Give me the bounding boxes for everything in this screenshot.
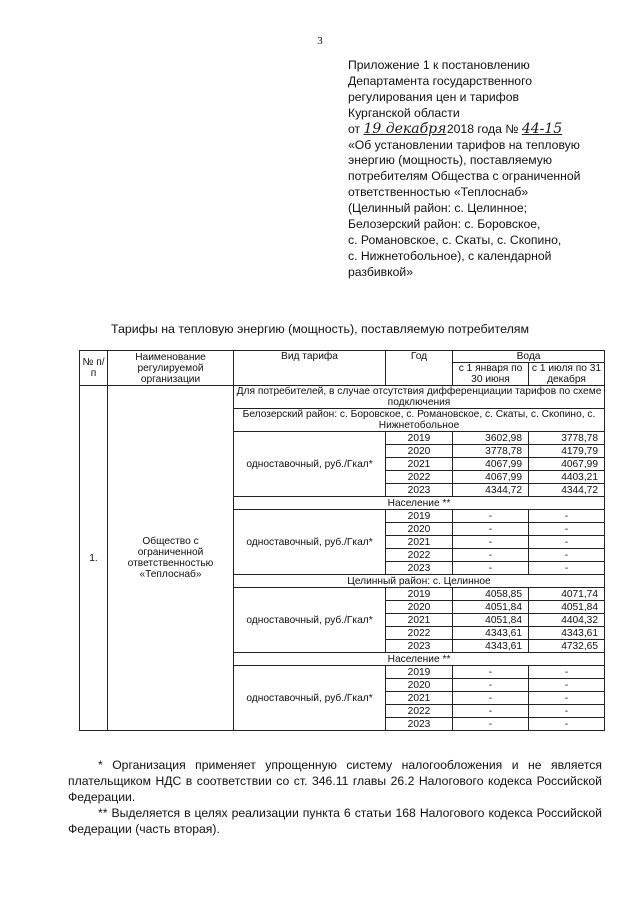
tariff-h1-cell: - (453, 549, 529, 562)
tariff-h2-cell: - (529, 536, 605, 549)
note-row (80, 386, 605, 409)
year-cell: 2022 (386, 705, 453, 718)
year-cell: 2023 (386, 640, 453, 653)
tariff-h2-cell: - (529, 549, 605, 562)
tariff-h2-cell: 4051,84 (529, 601, 605, 614)
tariff-h1-cell: 4067,99 (453, 471, 529, 484)
tariff-h2-cell: - (529, 718, 605, 731)
tariff-h1-cell: 3778,78 (453, 445, 529, 458)
header-year: Год (386, 351, 453, 386)
header-water: Вода (453, 351, 605, 363)
year-cell: 2020 (386, 679, 453, 692)
tariff-h2-cell: - (529, 666, 605, 679)
appendix-line: Курганской области (348, 105, 460, 120)
appendix-header (348, 58, 610, 281)
tariff-table (79, 350, 605, 731)
tariff-h1-cell: 4344,72 (453, 484, 529, 497)
tariff-h1-cell: 3602,98 (453, 432, 529, 445)
year-cell: 2021 (386, 614, 453, 627)
tariff-type-label: одноставочный, руб./Гкал* (234, 588, 386, 653)
tariff-h2-cell: 4344,72 (529, 484, 605, 497)
footnotes (68, 757, 602, 837)
organization-name: Общество с ограниченной ответственностью «Теплоснаб» (108, 386, 234, 731)
footnote-vat: * Организация применяет упрощенную систему налогообложения и не является плательщиком НДС в соответствии со ст. 346.11 главы 26.2 Налогового кодекса Российской Федерации. (68, 758, 602, 804)
decree-title-line: «Об установлении тарифов на тепловую (348, 137, 580, 152)
date-suffix: 2018 года № (446, 121, 519, 136)
tariff-h1-cell: 4067,99 (453, 458, 529, 471)
handwritten-number: 44-15 (521, 120, 563, 137)
tariff-h1-cell: - (453, 705, 529, 718)
year-cell: 2022 (386, 627, 453, 640)
tariff-h2-cell: - (529, 510, 605, 523)
population-label: Население ** (234, 497, 605, 510)
header-org: Наименование регулируемой организации (108, 351, 234, 386)
date-prefix: от (348, 121, 361, 136)
year-cell: 2019 (386, 510, 453, 523)
decree-title-line: с. Романовское, с. Скаты, с. Скопино, (348, 232, 562, 247)
year-cell: 2019 (386, 666, 453, 679)
tariff-h2-cell: - (529, 692, 605, 705)
year-cell: 2019 (386, 588, 453, 601)
appendix-line: Приложение 1 к постановлению (348, 58, 530, 72)
tariff-h1-cell: - (453, 523, 529, 536)
tariff-h1-cell: 4343,61 (453, 627, 529, 640)
tariff-h1-cell: 4051,84 (453, 614, 529, 627)
header-period-h2: с 1 июля по 31 декабря (529, 363, 605, 386)
footnote-population: ** Выделяется в целях реализации пункта 6 статьи 168 Налогового кодекса Российской Федерации (часть вторая). (68, 806, 602, 836)
tariff-h2-cell: - (529, 705, 605, 718)
table-title: Тарифы на тепловую энергию (мощность), поставляемую потребителям (110, 322, 530, 336)
tariff-h2-cell: 4403,21 (529, 471, 605, 484)
header-num: № п/п (80, 351, 108, 386)
year-cell: 2023 (386, 718, 453, 731)
row-number: 1. (80, 386, 108, 731)
decree-title-line: разбивкой» (348, 264, 413, 279)
tariff-h2-cell: 4732,65 (529, 640, 605, 653)
all-consumers-note: Для потребителей, в случае отсутствия дифференциации тарифов по схеме подключения (234, 386, 605, 409)
year-cell: 2021 (386, 536, 453, 549)
decree-date-line (348, 122, 610, 138)
decree-title-line: потребителям Общества с ограниченной (348, 169, 581, 184)
year-cell: 2019 (386, 432, 453, 445)
tariff-h1-cell: - (453, 536, 529, 549)
year-cell: 2021 (386, 692, 453, 705)
population-tariff-type-label: одноставочный, руб./Гкал* (234, 666, 386, 731)
tariff-h2-cell: - (529, 523, 605, 536)
year-cell: 2022 (386, 471, 453, 484)
tariff-h1-cell: 4343,61 (453, 640, 529, 653)
header-tariff-type: Вид тарифа (234, 351, 386, 386)
tariff-h1-cell: - (453, 718, 529, 731)
tariff-h1-cell: 4058,85 (453, 588, 529, 601)
tariff-h1-cell: - (453, 679, 529, 692)
tariff-h2-cell: 4067,99 (529, 458, 605, 471)
district-label: Целинный район: с. Целинное (234, 575, 605, 588)
year-cell: 2023 (386, 484, 453, 497)
page-number: 3 (317, 35, 323, 47)
decree-title-line: ответственностью «Теплоснаб» (348, 185, 529, 200)
tariff-h1-cell: - (453, 562, 529, 575)
decree-title-line: с. Нижнетобольное), с календарной (348, 248, 552, 263)
tariff-h2-cell: 4071,74 (529, 588, 605, 601)
tariff-h2-cell: 4179,79 (529, 445, 605, 458)
tariff-h1-cell: 4051,84 (453, 601, 529, 614)
year-cell: 2020 (386, 523, 453, 536)
tariff-h2-cell: - (529, 562, 605, 575)
appendix-line: Департамента государственного (348, 73, 533, 88)
year-cell: 2022 (386, 549, 453, 562)
tariff-h1-cell: - (453, 666, 529, 679)
tariff-h2-cell: 3778,78 (529, 432, 605, 445)
handwritten-date: 19 декабря (363, 120, 447, 137)
tariff-h1-cell: - (453, 510, 529, 523)
appendix-line: регулирования цен и тарифов (348, 89, 519, 104)
year-cell: 2023 (386, 562, 453, 575)
year-cell: 2020 (386, 601, 453, 614)
tariff-h2-cell: 4343,61 (529, 627, 605, 640)
population-label: Население ** (234, 653, 605, 666)
header-period-h1: с 1 января по 30 июня (453, 363, 529, 386)
decree-title-line: энергию (мощность), поставляемую (348, 153, 553, 168)
tariff-h2-cell: - (529, 679, 605, 692)
decree-title-line: Белозерский район: с. Боровское, (348, 217, 541, 232)
tariff-h2-cell: 4404,32 (529, 614, 605, 627)
tariff-type-label: одноставочный, руб./Гкал* (234, 432, 386, 497)
population-tariff-type-label: одноставочный, руб./Гкал* (234, 510, 386, 575)
header-row (80, 351, 605, 363)
tariff-h1-cell: - (453, 692, 529, 705)
year-cell: 2021 (386, 458, 453, 471)
district-label: Белозерский район: с. Боровское, с. Романовское, с. Скаты, с. Скопино, с. Нижнетобольное (234, 409, 605, 432)
decree-title-line: (Целинный район: с. Целинное; (348, 201, 528, 216)
year-cell: 2020 (386, 445, 453, 458)
